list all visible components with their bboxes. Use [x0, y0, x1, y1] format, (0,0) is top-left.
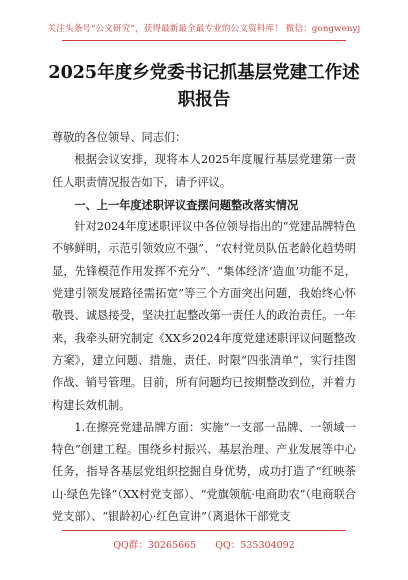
header-banner: 关注头条号“公文研究”，获得最新最全最专业的公文资料库！ 微信：gongwenyj [47, 24, 361, 34]
footer-divider [62, 530, 346, 531]
footer-contacts [0, 537, 408, 551]
footer-qq: QQ：535304092 [215, 540, 295, 551]
header-divider [62, 40, 346, 41]
paragraph-brand: 1.在擦亮党建品牌方面：实施“一支部一品牌、一领域一特色”创建工程。围绕乡村振兴、基层治理、产业发展等中心任务，指导各基层党组织挖掘自身优势，成功打造了“红映茶山·绿色先锋”（XX村党支部）、“党旗领航·电商助农”（电商联合党支部）、“银龄初心·红色宣讲”（离退休干部党支 [52, 420, 356, 524]
paragraph-rectification: 针对2024年度述职评议中各位领导指出的“党建品牌特色不够鲜明，示范引领效应不强”、“农村党员队伍老龄化趋势明显，先锋模范作用发挥不充分”、“集体经济‘造血’功能不足，党建引领发展路径需拓宽”等三个方面突出问题，我始终心怀敬畏、诚恳接受，坚决扛起整改第一责任人的政治责任。一年来，我牵头研究制定《XX乡2024年度党建述职评议问题整改方案》，建立问题、措施、责任、时限“四张清单”，实行挂图作战、销号管理。目前，所有问题均已按期整改到位，并着力构建长效机制。 [52, 220, 356, 412]
salutation: 尊敬的各位领导、同志们： [52, 131, 187, 144]
section-heading: 一、上一年度述职评议查摆问题整改落实情况 [74, 197, 299, 212]
footer-qq-group: QQ群：30265665 [113, 540, 197, 551]
document-title: 2025年度乡党委书记抓基层党建工作述职报告 [48, 63, 360, 110]
document-body [52, 127, 356, 528]
paragraph-intro: 根据会议安排，现将本人2025年度履行基层党建第一责任人职责情况报告如下，请予评议。 [52, 153, 356, 189]
